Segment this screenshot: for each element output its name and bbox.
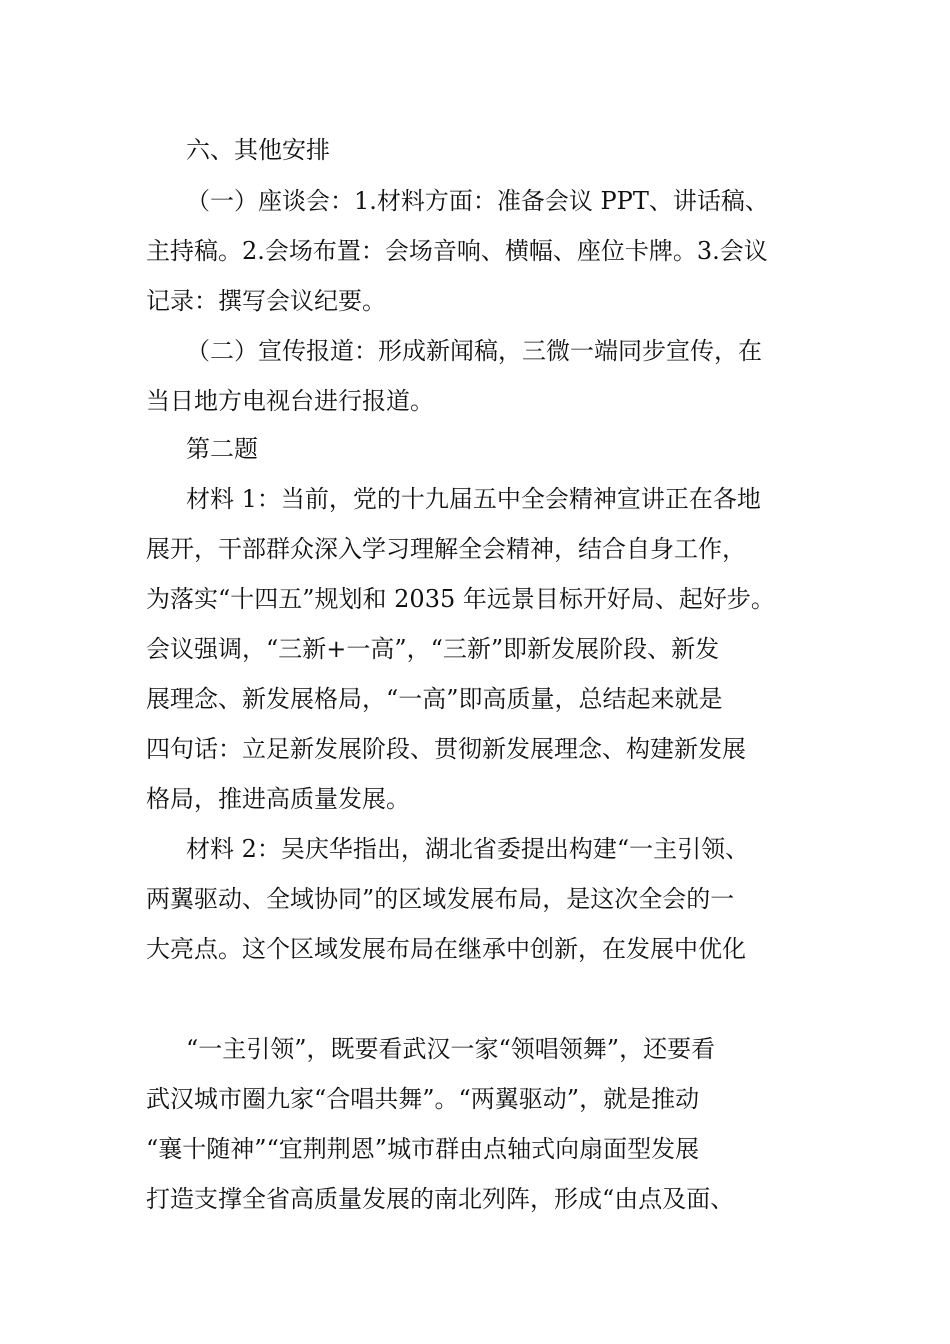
paragraph-line: 当日地方电视台进行报道。 — [146, 387, 434, 415]
paragraph-line: 记录：撰写会议纪要。 — [146, 287, 386, 315]
paragraph-line: 打造支撑全省高质量发展的南北列阵，形成“由点及面、 — [146, 1185, 735, 1213]
paragraph-line: 展开，干部群众深入学习理解全会精神，结合自身工作， — [146, 535, 746, 563]
paragraph-line: 会议强调，“三新+一高”，“三新”即新发展阶段、新发 — [146, 635, 720, 663]
paragraph-line: （二）宣传报道：形成新闻稿，三微一端同步宣传，在 — [186, 337, 762, 365]
paragraph-line: 主持稿。2.会场布置：会场音响、横幅、座位卡牌。3.会议 — [146, 237, 768, 265]
paragraph-line: 两翼驱动、全域协同”的区域发展布局，是这次全会的一 — [146, 885, 735, 913]
paragraph-line: 四句话：立足新发展阶段、贯彻新发展理念、构建新发展 — [146, 735, 746, 763]
section-heading: 六、其他安排 — [186, 136, 330, 164]
paragraph-line: “襄十随神”“宜荆荆恩”城市群由点轴式向扇面型发展 — [146, 1135, 700, 1163]
paragraph-line: 展理念、新发展格局，“一高”即高质量，总结起来就是 — [146, 685, 723, 713]
paragraph-line: 为落实“十四五”规划和 2035 年远景目标开好局、起好步。 — [146, 585, 775, 613]
paragraph-line: 材料 1：当前，党的十九届五中全会精神宣讲正在各地 — [186, 485, 761, 513]
paragraph-line: “一主引领”，既要看武汉一家“领唱领舞”，还要看 — [186, 1035, 716, 1063]
paragraph-line: 武汉城市圈九家“合唱共舞”。“两翼驱动”，就是推动 — [146, 1085, 700, 1113]
paragraph-line: （一）座谈会：1.材料方面：准备会议 PPT、讲话稿、 — [186, 187, 769, 215]
paragraph-line: 大亮点。这个区域发展布局在继承中创新，在发展中优化 — [146, 935, 746, 963]
paragraph-line: 格局，推进高质量发展。 — [146, 785, 410, 813]
question-heading: 第二题 — [186, 435, 258, 463]
paragraph-line: 材料 2：吴庆华指出，湖北省委提出构建“一主引领、 — [186, 835, 750, 863]
